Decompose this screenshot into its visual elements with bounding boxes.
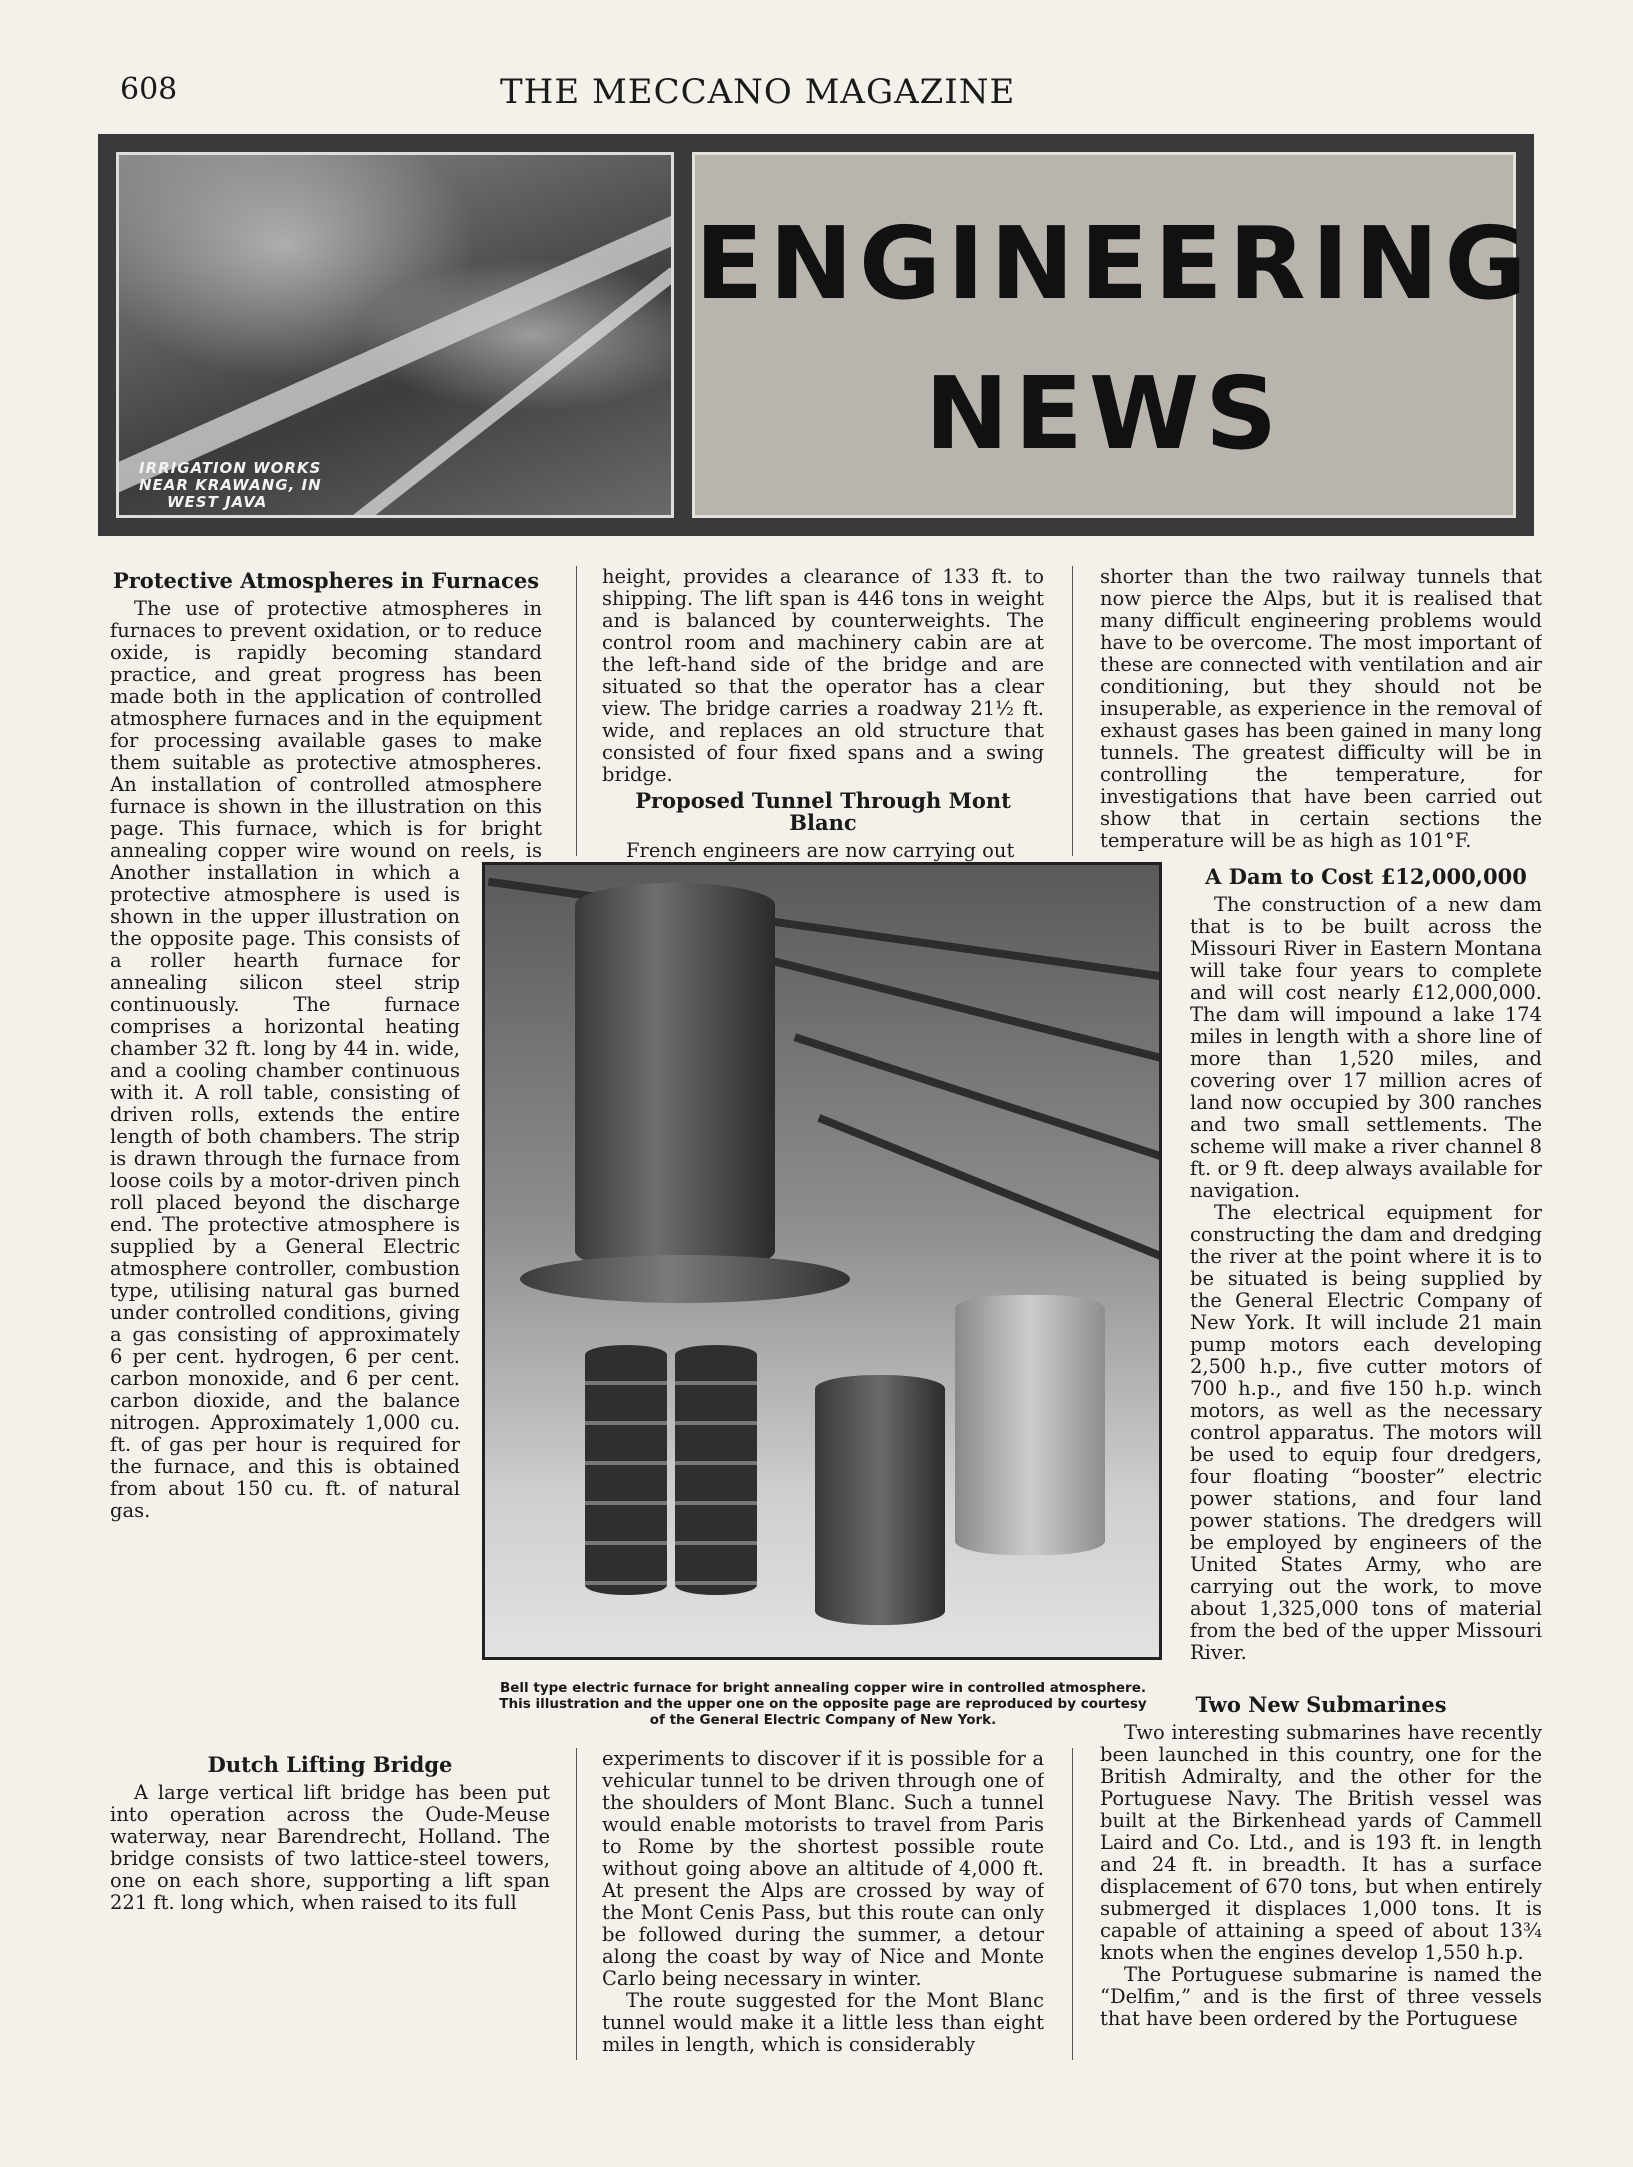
irrigation-works-photo: [116, 152, 674, 518]
article-paragraph: [1190, 894, 1542, 1202]
article-text: experiments to discover if it is possible for a vehicular tunnel to be driven through one of the shoulders of Mont Blanc. Such a tunnel would enable motorists to travel from Paris to Rome by the shortest possible route without going above an altitude of 4,000 ft. At present the Alps are crossed by way of the Mont Cenis Pass, but this route can only be followed during the summer, a detour along the coast by way of Nice and Monte Carlo being necessary in winter.: [602, 1748, 1044, 1990]
article-text: The Portuguese submarine is named the “Delfim,” and is the first of three vessels that have been ordered by the Portuguese: [1100, 1963, 1542, 2030]
figure-caption-line: of the General Electric Company of New York.: [649, 1712, 997, 1728]
article-text: Another installation in which a protective atmosphere is used is shown in the upper illustration on the opposite page. This consists of a roller hearth furnace for annealing silicon steel strip continuously. The furnace comprises a horizontal heating chamber 32 ft. long by 44 in. wide, and a cooling chamber continuous with it. A roll table, consisting of driven rolls, extends the entire length of both chambers. The strip is drawn through the furnace from loose coils by a motor-driven pinch roll placed beyond the discharge end. The protective atmosphere is supplied by a General Electric atmosphere controller, combustion type, utilising natural gas burned under controlled conditions, giving a gas consisting of approximately 6 per cent. hydrogen, 6 per cent. carbon monoxide, and 6 per cent. carbon dioxide, and the balance nitrogen. Approximately 1,000 cu. ft. of gas per hour is required for the furnace, and this is obtained from about 150 cu. ft. of natural gas.: [110, 862, 460, 1522]
column-rule: [1072, 1748, 1073, 2060]
column-3-narrow: [1190, 862, 1542, 1750]
banner-title-engineering: ENGINEERING: [695, 205, 1533, 322]
photo-outer-hood: [955, 1295, 1105, 1555]
heading-submarines: Two New Submarines: [1195, 1692, 1447, 1717]
photo-furnace-bell: [575, 883, 775, 1273]
heading-dam: A Dam to Cost £12,000,000: [1205, 864, 1527, 889]
article-text: The use of protective atmospheres in furnaces to prevent oxidation, or to reduce oxide, is rapidly becoming standard practice, and great progress has been made both in the application of controlled atmosphere furnaces and in the equipment for processing available gases to make them suitable as protective atmospheres. An installation of controlled atmosphere furnace is shown in the illustration on this page. This furnace, which is for bright annealing copper wire wound on reels, is: [110, 597, 542, 862]
figure-caption-line: Bell type electric furnace for bright annealing copper wire in controlled atmosphere.: [499, 1680, 1147, 1696]
article-paragraph: [1100, 1964, 1542, 2030]
article-paragraph: [1100, 1722, 1542, 1964]
article-paragraph: [602, 1748, 1044, 1990]
article-paragraph: [110, 598, 542, 862]
photo-inner-hood: [815, 1375, 945, 1625]
article-paragraph: [1190, 1202, 1542, 1664]
article-paragraph: [110, 862, 460, 1522]
article-text: The electrical equipment for constructing the dam and dredging the river at the point where it is to be situated is being supplied by the General Electric Company of New York. It will include 21 main pump motors each developing 2,500 h.p., five cutter motors of 700 h.p., and five 150 h.p. winch motors, as well as the necessary control apparatus. The motors will be used to equip four dredgers, four floating “booster” electric power stations, and four land power stations. The dredgers will be employed by engineers of the United States Army, who are carrying out the work, to move about 1,325,000 tons of material from the bed of the upper Missouri River.: [1190, 1201, 1542, 1664]
photo-caption-line: NEAR KRAWANG, IN: [139, 476, 322, 494]
photo-furnace-flange: [520, 1255, 850, 1303]
figure-caption-line: This illustration and the upper one on the opposite page are reproduced by courtesy: [499, 1696, 1147, 1712]
article-paragraph: [602, 566, 1044, 786]
article-text: height, provides a clearance of 133 ft. to shipping. The lift span is 446 tons in weight and is balanced by counterweights. The control room and machinery cabin are at the left-hand side of the bridge and are situated so that the operator has a clear view. The bridge carries a roadway 21½ ft. wide, and replaces an old structure that consisted of four fixed spans and a swing bridge.: [602, 566, 1044, 786]
article-text: Two interesting submarines have recently been launched in this country, one for the British Admiralty, and the other for the Portuguese Navy. The British vessel was built at the Birkenhead yards of Cammell Laird and Co. Ltd., and is 193 ft. in length and 24 ft. in breadth. It has a surface displacement of 670 tons, but when entirely submerged it displaces 1,000 tons. It is capable of attaining a speed of about 13¾ knots when the engines develop 1,550 h.p.: [1100, 1721, 1542, 1964]
column-rule: [576, 1748, 577, 2060]
column-3-upper: [1100, 566, 1542, 862]
figure-caption: [452, 1680, 1194, 1728]
article-text: The route suggested for the Mont Blanc tunnel would make it a little less than eight miles in length, which is considerably: [602, 1989, 1044, 2056]
article-text: A large vertical lift bridge has been put into operation across the Oude-Meuse waterway, near Barendrecht, Holland. The bridge consists of two lattice-steel towers, one on each shore, supporting a lift span 221 ft. long which, when raised to its full: [110, 1781, 550, 1914]
article-text: The construction of a new dam that is to be built across the Missouri River in Eastern Montana will take four years to complete and will cost nearly £12,000,000. The dam will impound a lake 174 miles in length with a shore line of more than 1,520 miles, and covering over 17 million acres of land now occupied by 300 ranches and two small settlements. The scheme will make a river channel 8 ft. or 9 ft. deep always available for navigation.: [1190, 893, 1542, 1202]
photo-caption-line: IRRIGATION WORKS: [139, 459, 322, 477]
article-text: French engineers are now carrying out: [626, 839, 1015, 862]
photo-copper-reel-stack: [675, 1345, 757, 1595]
column-rule: [576, 566, 577, 856]
heading-protective-atmospheres: Protective Atmospheres in Furnaces: [112, 568, 540, 593]
banner-title-news: NEWS: [924, 355, 1284, 472]
column-1-bottom: [110, 1750, 550, 2068]
article-paragraph: [602, 840, 1044, 862]
article-paragraph: [110, 1782, 550, 1914]
article-paragraph: [602, 1990, 1044, 2056]
column-2-upper: [602, 566, 1044, 862]
photo-caption-line: WEST JAVA: [167, 493, 268, 511]
article-paragraph: [1100, 566, 1542, 852]
page-number: 608: [120, 72, 178, 107]
magazine-title: THE MECCANO MAGAZINE: [500, 72, 1016, 112]
column-rule: [1072, 566, 1073, 856]
photo-copper-reel-stack: [585, 1345, 667, 1595]
photo-caption: [139, 460, 322, 511]
column-1-narrow: [110, 862, 460, 1750]
column-3-bottom: [1100, 1690, 1542, 2066]
column-2-lower: [602, 1748, 1044, 2066]
banner-title-panel: [692, 152, 1533, 518]
heading-mont-blanc: Proposed Tunnel Through Mont Blanc: [635, 788, 1011, 835]
photo-roof-beam: [794, 1033, 1162, 1164]
column-1-upper: [110, 566, 542, 862]
heading-dutch-bridge: Dutch Lifting Bridge: [207, 1752, 453, 1777]
article-text: shorter than the two railway tunnels that now pierce the Alps, but it is realised that many difficult engineering problems would have to be overcome. The most important of these are connected with ventilation and air conditioning, but they should not be insuperable, as experience in the removal of exhaust gases has been gained in many long tunnels. The greatest difficulty will be in controlling the temperature, for investigations that have been carried out show that in certain sections the temperature will be as high as 101°F.: [1100, 566, 1542, 852]
bell-furnace-photo: [482, 862, 1162, 1660]
engineering-news-banner: [98, 134, 1534, 536]
